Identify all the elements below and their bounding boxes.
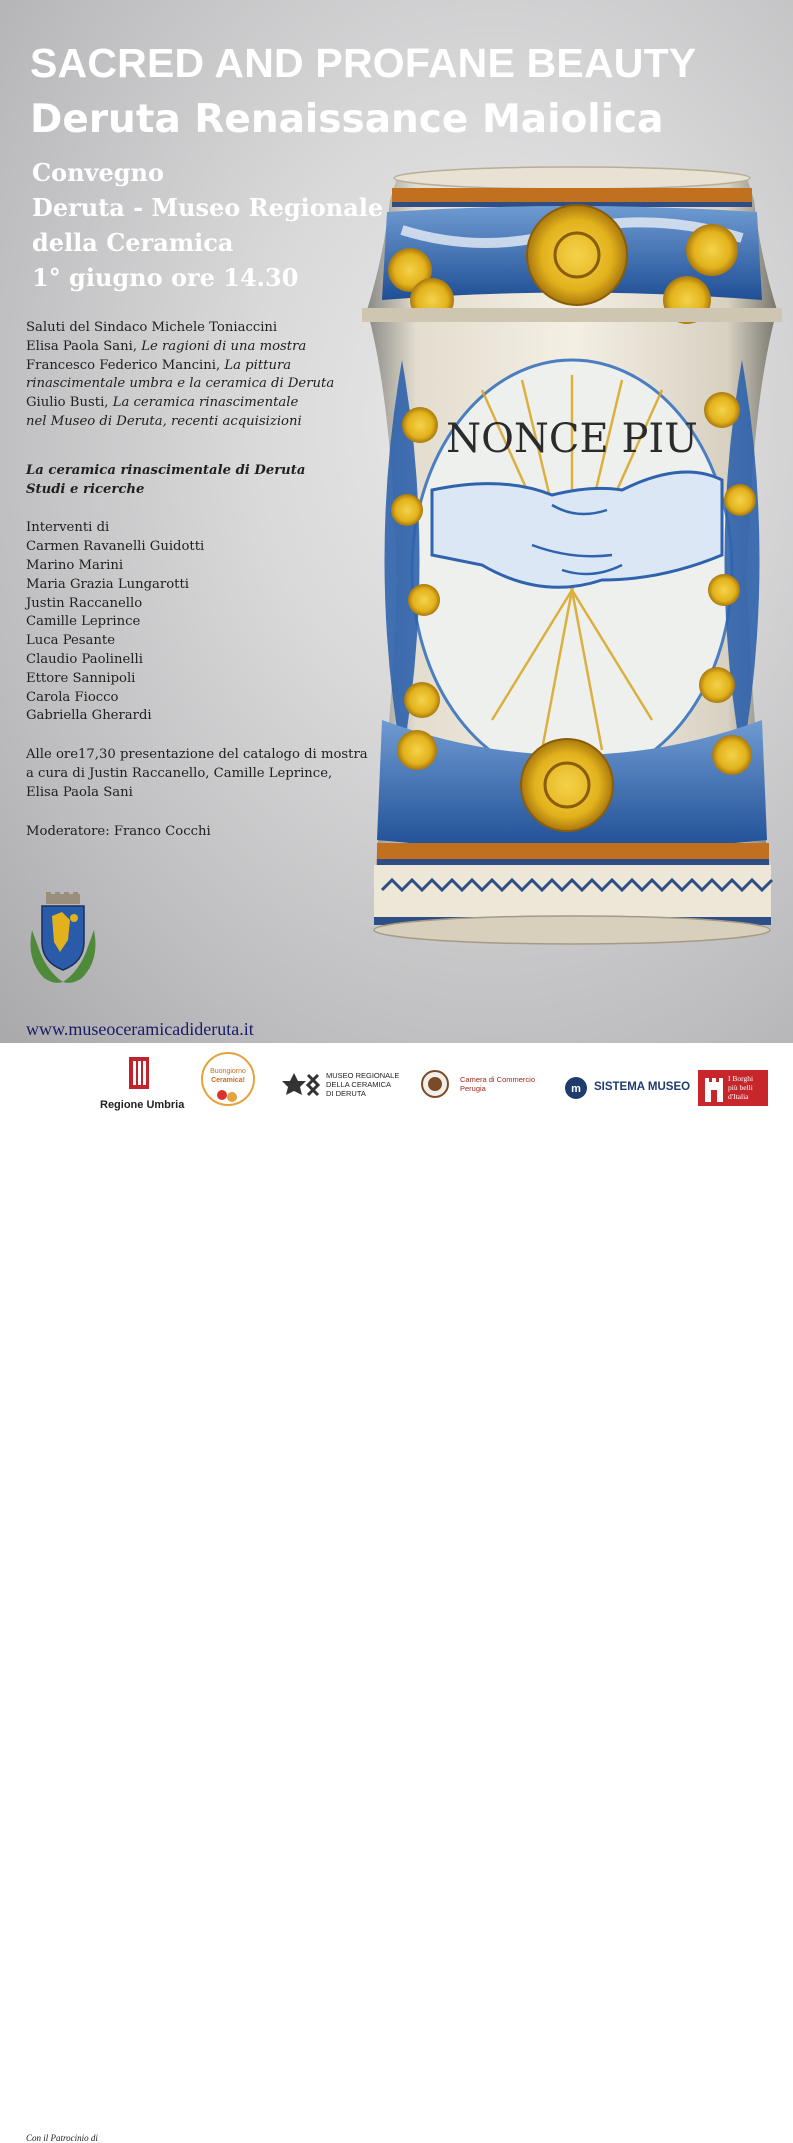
website-link[interactable]: www.museoceramicadideruta.it bbox=[26, 1019, 254, 1039]
museo-line1: MUSEO REGIONALE bbox=[326, 1071, 400, 1080]
sistema-museo-icon bbox=[564, 1076, 588, 1100]
event-info bbox=[32, 155, 383, 295]
catalog-line3: Elisa Paola Sani bbox=[26, 784, 133, 800]
poster bbox=[0, 0, 793, 1043]
welcome-line: Saluti del Sindaco Michele Toniaccini bbox=[26, 320, 278, 335]
talk-1 bbox=[26, 338, 386, 357]
buongiorno-line1: Buongiorno bbox=[210, 1068, 246, 1075]
catalog-line1: Alle ore17,30 presentazione del catalogo di mostra bbox=[26, 747, 368, 763]
speaker-item: Luca Pesante bbox=[26, 633, 116, 649]
speaker-item: Carola Fiocco bbox=[26, 689, 119, 705]
camera-commercio-text bbox=[460, 1075, 535, 1093]
museo-regionale-logo bbox=[282, 1069, 407, 1103]
exhibition-subtitle: Deruta Renaissance Maiolica bbox=[30, 97, 664, 142]
catalog-line2: a cura di Justin Raccanello, Camille Leprince, bbox=[26, 765, 333, 781]
buongiorno-ceramica-logo bbox=[200, 1049, 260, 1115]
event-venue-line1: Deruta - Museo Regionale bbox=[32, 193, 384, 222]
patronage-label: Con il Patrocinio di bbox=[26, 2133, 98, 2143]
event-datetime: 1° giugno ore 14.30 bbox=[32, 263, 299, 292]
talk-1-title: Le ragioni di una mostra bbox=[141, 338, 307, 354]
exhibition-title: SACRED AND PROFANE BEAUTY bbox=[30, 40, 697, 86]
program-text bbox=[26, 319, 386, 841]
moderator-line: Moderatore: Franco Cocchi bbox=[26, 823, 211, 839]
event-venue-line2: della Ceramica bbox=[32, 228, 234, 257]
talk-3-title-line1: La ceramica rinascimentale bbox=[112, 395, 299, 411]
sponsor-bar bbox=[0, 1043, 793, 2143]
buongiorno-ceramica-icon bbox=[200, 1049, 256, 1111]
speaker-item: Camille Leprince bbox=[26, 614, 141, 630]
regione-umbria-icon bbox=[100, 1051, 178, 1095]
buongiorno-line2: Ceramica! bbox=[211, 1077, 245, 1084]
maiolica-jar-image bbox=[362, 160, 782, 985]
speaker-item: Marino Marini bbox=[26, 557, 124, 573]
sistema-museo-label: SISTEMA MUSEO bbox=[594, 1081, 691, 1093]
sistema-museo-logo bbox=[564, 1076, 691, 1102]
museo-line2: DELLA CERAMICA bbox=[326, 1080, 392, 1089]
session-title-line2: Studi e ricerche bbox=[26, 481, 145, 497]
borghi-line3: d'Italia bbox=[728, 1092, 749, 1101]
talk-3-speaker: Giulio Busti, bbox=[26, 395, 109, 411]
speaker-item: Carmen Ravanelli Guidotti bbox=[26, 539, 205, 555]
event-type: Convegno bbox=[32, 158, 165, 187]
museo-regionale-icon bbox=[282, 1069, 322, 1099]
speaker-item: Maria Grazia Lungarotti bbox=[26, 576, 189, 592]
speaker-item: Claudio Paolinelli bbox=[26, 651, 143, 667]
museo-regionale-text bbox=[326, 1071, 399, 1098]
museo-line3: DI DERUTA bbox=[326, 1089, 366, 1098]
talk-3 bbox=[26, 394, 386, 413]
talk-2-title-line1: La pittura bbox=[224, 357, 292, 373]
jar-inscription: NONCE PIU bbox=[446, 416, 698, 462]
borghi-italia-text bbox=[728, 1074, 753, 1101]
talk-2-speaker: Francesco Federico Mancini, bbox=[26, 357, 221, 373]
speaker-item: Justin Raccanello bbox=[26, 595, 143, 611]
speaker-item: Ettore Sannipoli bbox=[26, 670, 136, 686]
talk-3-title-line2: nel Museo di Deruta, recenti acquisizioni bbox=[26, 413, 302, 429]
camera-line2: Perugia bbox=[460, 1084, 486, 1093]
talk-1-speaker: Elisa Paola Sani, bbox=[26, 338, 138, 354]
svg-text:m: m bbox=[571, 1083, 581, 1095]
regione-umbria-label: Regione Umbria bbox=[100, 1099, 185, 1111]
borghi-italia-logo bbox=[698, 1070, 768, 1106]
regione-umbria-logo bbox=[100, 1051, 185, 1117]
camera-line1: Camera di Commercio bbox=[460, 1075, 536, 1084]
deruta-crest-icon bbox=[24, 890, 102, 986]
borghi-line1: I Borghi bbox=[728, 1074, 754, 1083]
speakers-heading: Interventi di bbox=[26, 520, 110, 536]
camera-commercio-logo bbox=[420, 1069, 540, 1109]
talk-2 bbox=[26, 357, 386, 376]
borghi-line2: più belli bbox=[728, 1083, 753, 1092]
borghi-italia-icon bbox=[703, 1074, 725, 1102]
session-title-line1: La ceramica rinascimentale di Deruta bbox=[26, 462, 306, 478]
talk-2-title-line2: rinascimentale umbra e la ceramica di Deruta bbox=[26, 376, 335, 392]
camera-commercio-icon bbox=[420, 1069, 450, 1099]
speaker-item: Gabriella Gherardi bbox=[26, 708, 152, 724]
